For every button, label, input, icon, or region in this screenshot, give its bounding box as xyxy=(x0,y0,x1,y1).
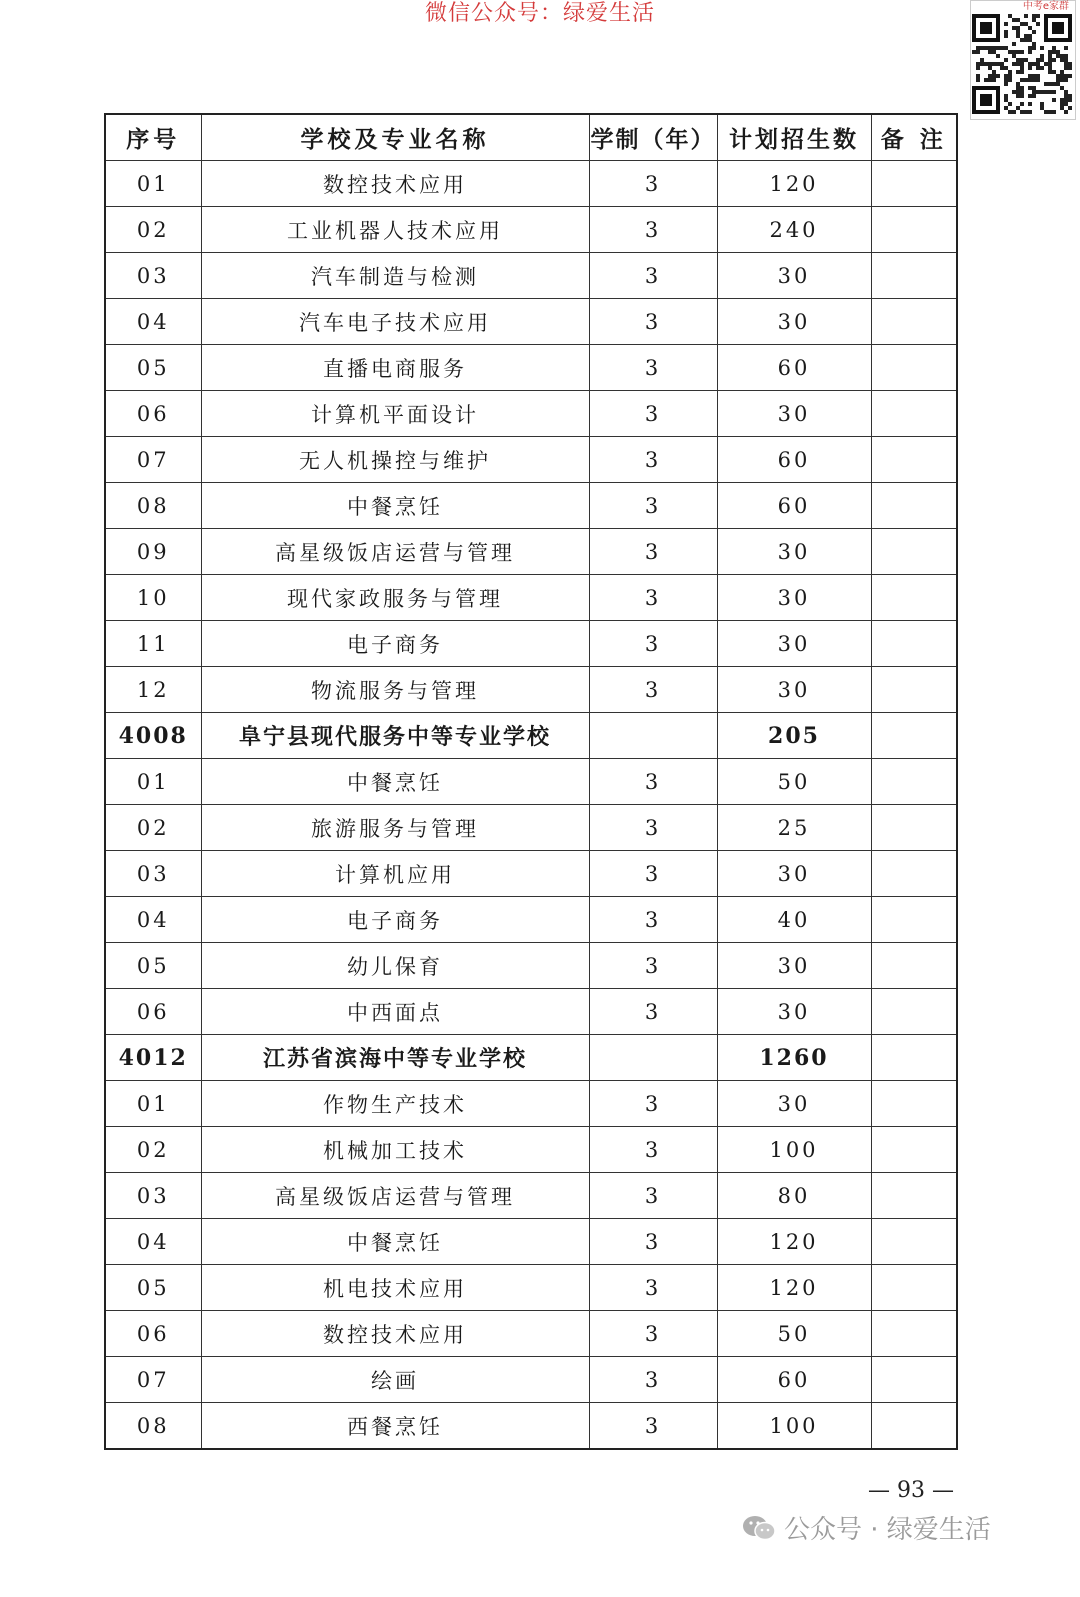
school-row xyxy=(105,1035,957,1081)
cell-plan: 30 xyxy=(717,529,871,575)
cell-name: 中餐烹饪 xyxy=(201,759,589,805)
cell-note xyxy=(871,207,957,253)
header-years: 学制（年） xyxy=(589,114,717,161)
watermark-text: 公众号 · 绿爱生活 xyxy=(784,1515,991,1545)
header-note: 备 注 xyxy=(871,114,957,161)
cell-name: 电子商务 xyxy=(201,621,589,667)
table-row xyxy=(105,483,957,529)
cell-plan: 50 xyxy=(717,1311,871,1357)
cell-plan: 60 xyxy=(717,1357,871,1403)
table-row xyxy=(105,1265,957,1311)
cell-note xyxy=(871,391,957,437)
cell-name: 直播电商服务 xyxy=(201,345,589,391)
cell-note xyxy=(871,667,957,713)
cell-years: 3 xyxy=(589,1311,717,1357)
cell-note xyxy=(871,989,957,1035)
cell-plan: 120 xyxy=(717,161,871,207)
cell-plan: 25 xyxy=(717,805,871,851)
header-name: 学校及专业名称 xyxy=(201,114,589,161)
cell-note xyxy=(871,897,957,943)
cell-note xyxy=(871,805,957,851)
table-row xyxy=(105,989,957,1035)
cell-name: 中西面点 xyxy=(201,989,589,1035)
cell-no: 08 xyxy=(105,483,201,529)
cell-name: 高星级饭店运营与管理 xyxy=(201,529,589,575)
cell-plan: 30 xyxy=(717,299,871,345)
cell-name: 阜宁县现代服务中等专业学校 xyxy=(201,713,589,759)
cell-name: 无人机操控与维护 xyxy=(201,437,589,483)
cell-years: 3 xyxy=(589,897,717,943)
cell-years: 3 xyxy=(589,345,717,391)
cell-years: 3 xyxy=(589,851,717,897)
cell-plan: 240 xyxy=(717,207,871,253)
table-row xyxy=(105,391,957,437)
cell-plan: 60 xyxy=(717,345,871,391)
cell-note xyxy=(871,437,957,483)
cell-years: 3 xyxy=(589,483,717,529)
cell-name: 数控技术应用 xyxy=(201,161,589,207)
cell-note xyxy=(871,943,957,989)
cell-name: 中餐烹饪 xyxy=(201,483,589,529)
cell-no: 4008 xyxy=(105,713,201,759)
cell-no: 02 xyxy=(105,207,201,253)
wechat-icon xyxy=(742,1514,776,1542)
table-row xyxy=(105,667,957,713)
table-row xyxy=(105,897,957,943)
cell-note xyxy=(871,1265,957,1311)
cell-note xyxy=(871,621,957,667)
table-row xyxy=(105,437,957,483)
cell-no: 06 xyxy=(105,989,201,1035)
table-row xyxy=(105,1173,957,1219)
cell-years: 3 xyxy=(589,759,717,805)
cell-plan: 30 xyxy=(717,575,871,621)
cell-no: 03 xyxy=(105,1173,201,1219)
qr-caption: 中考e家群 xyxy=(1022,1,1069,12)
table-row xyxy=(105,943,957,989)
cell-name: 汽车电子技术应用 xyxy=(201,299,589,345)
table-row xyxy=(105,253,957,299)
cell-years: 3 xyxy=(589,1081,717,1127)
qr-pattern xyxy=(971,13,1073,115)
cell-no: 10 xyxy=(105,575,201,621)
cell-note xyxy=(871,851,957,897)
cell-plan: 40 xyxy=(717,897,871,943)
enrollment-table xyxy=(104,113,958,1450)
cell-years: 3 xyxy=(589,207,717,253)
table-row xyxy=(105,161,957,207)
cell-plan: 100 xyxy=(717,1403,871,1450)
cell-note xyxy=(871,1219,957,1265)
cell-name: 工业机器人技术应用 xyxy=(201,207,589,253)
table-row xyxy=(105,207,957,253)
cell-note xyxy=(871,1311,957,1357)
cell-no: 01 xyxy=(105,1081,201,1127)
cell-note xyxy=(871,1127,957,1173)
cell-years: 3 xyxy=(589,805,717,851)
table-row xyxy=(105,759,957,805)
cell-no: 11 xyxy=(105,621,201,667)
cell-no: 09 xyxy=(105,529,201,575)
cell-no: 07 xyxy=(105,1357,201,1403)
cell-name: 物流服务与管理 xyxy=(201,667,589,713)
cell-years xyxy=(589,1035,717,1081)
cell-name: 计算机平面设计 xyxy=(201,391,589,437)
cell-name: 现代家政服务与管理 xyxy=(201,575,589,621)
header-plan: 计划招生数 xyxy=(717,114,871,161)
cell-years: 3 xyxy=(589,1357,717,1403)
cell-no: 04 xyxy=(105,897,201,943)
cell-years xyxy=(589,713,717,759)
cell-note xyxy=(871,161,957,207)
cell-no: 05 xyxy=(105,943,201,989)
table-header-row xyxy=(105,114,957,161)
cell-note xyxy=(871,575,957,621)
table-row xyxy=(105,805,957,851)
cell-years: 3 xyxy=(589,529,717,575)
cell-plan: 120 xyxy=(717,1219,871,1265)
wechat-banner: 微信公众号：绿爱生活 xyxy=(424,1,655,26)
table-row xyxy=(105,575,957,621)
cell-plan: 30 xyxy=(717,1081,871,1127)
cell-name: 中餐烹饪 xyxy=(201,1219,589,1265)
cell-no: 04 xyxy=(105,299,201,345)
cell-name: 作物生产技术 xyxy=(201,1081,589,1127)
cell-note xyxy=(871,299,957,345)
cell-name: 绘画 xyxy=(201,1357,589,1403)
cell-years: 3 xyxy=(589,299,717,345)
cell-plan: 30 xyxy=(717,943,871,989)
cell-plan: 120 xyxy=(717,1265,871,1311)
table-row xyxy=(105,1219,957,1265)
cell-no: 4012 xyxy=(105,1035,201,1081)
cell-note xyxy=(871,1403,957,1450)
cell-note xyxy=(871,1081,957,1127)
cell-plan: 60 xyxy=(717,437,871,483)
cell-no: 06 xyxy=(105,391,201,437)
header-no: 序号 xyxy=(105,114,201,161)
cell-years: 3 xyxy=(589,989,717,1035)
cell-years: 3 xyxy=(589,1173,717,1219)
cell-years: 3 xyxy=(589,621,717,667)
cell-no: 02 xyxy=(105,1127,201,1173)
table-row xyxy=(105,851,957,897)
cell-plan: 30 xyxy=(717,253,871,299)
cell-name: 幼儿保育 xyxy=(201,943,589,989)
cell-name: 机械加工技术 xyxy=(201,1127,589,1173)
cell-years: 3 xyxy=(589,1219,717,1265)
cell-no: 06 xyxy=(105,1311,201,1357)
cell-note xyxy=(871,759,957,805)
cell-no: 07 xyxy=(105,437,201,483)
cell-years: 3 xyxy=(589,161,717,207)
table-row xyxy=(105,1311,957,1357)
cell-no: 12 xyxy=(105,667,201,713)
cell-name: 江苏省滨海中等专业学校 xyxy=(201,1035,589,1081)
cell-no: 02 xyxy=(105,805,201,851)
wechat-watermark xyxy=(742,1509,991,1546)
cell-no: 05 xyxy=(105,345,201,391)
cell-name: 数控技术应用 xyxy=(201,1311,589,1357)
cell-years: 3 xyxy=(589,1127,717,1173)
cell-name: 旅游服务与管理 xyxy=(201,805,589,851)
cell-plan: 30 xyxy=(717,391,871,437)
cell-note xyxy=(871,1357,957,1403)
cell-years: 3 xyxy=(589,1265,717,1311)
cell-years: 3 xyxy=(589,575,717,621)
enrollment-table-container xyxy=(104,113,956,1450)
cell-plan: 30 xyxy=(717,989,871,1035)
cell-plan: 30 xyxy=(717,621,871,667)
cell-note xyxy=(871,345,957,391)
cell-no: 03 xyxy=(105,851,201,897)
cell-name: 西餐烹饪 xyxy=(201,1403,589,1450)
cell-years: 3 xyxy=(589,253,717,299)
page-number: — 93 — xyxy=(868,1478,954,1503)
cell-no: 04 xyxy=(105,1219,201,1265)
cell-note xyxy=(871,1173,957,1219)
cell-no: 01 xyxy=(105,759,201,805)
cell-name: 电子商务 xyxy=(201,897,589,943)
cell-plan: 205 xyxy=(717,713,871,759)
cell-note xyxy=(871,529,957,575)
cell-no: 05 xyxy=(105,1265,201,1311)
cell-plan: 1260 xyxy=(717,1035,871,1081)
cell-plan: 30 xyxy=(717,667,871,713)
cell-plan: 100 xyxy=(717,1127,871,1173)
cell-name: 汽车制造与检测 xyxy=(201,253,589,299)
cell-note xyxy=(871,253,957,299)
table-row xyxy=(105,1081,957,1127)
cell-note xyxy=(871,713,957,759)
cell-plan: 60 xyxy=(717,483,871,529)
table-row xyxy=(105,529,957,575)
cell-plan: 30 xyxy=(717,851,871,897)
cell-plan: 80 xyxy=(717,1173,871,1219)
cell-name: 高星级饭店运营与管理 xyxy=(201,1173,589,1219)
cell-no: 01 xyxy=(105,161,201,207)
cell-years: 3 xyxy=(589,667,717,713)
cell-years: 3 xyxy=(589,1403,717,1450)
cell-years: 3 xyxy=(589,437,717,483)
table-row xyxy=(105,345,957,391)
cell-note xyxy=(871,1035,957,1081)
table-row xyxy=(105,1357,957,1403)
table-row xyxy=(105,299,957,345)
cell-no: 08 xyxy=(105,1403,201,1450)
table-row xyxy=(105,1127,957,1173)
school-row xyxy=(105,713,957,759)
table-row xyxy=(105,621,957,667)
cell-years: 3 xyxy=(589,943,717,989)
table-body xyxy=(105,161,957,1450)
cell-years: 3 xyxy=(589,391,717,437)
cell-name: 机电技术应用 xyxy=(201,1265,589,1311)
qr-code xyxy=(970,0,1076,120)
cell-no: 03 xyxy=(105,253,201,299)
table-row xyxy=(105,1403,957,1450)
cell-note xyxy=(871,483,957,529)
cell-name: 计算机应用 xyxy=(201,851,589,897)
cell-plan: 50 xyxy=(717,759,871,805)
